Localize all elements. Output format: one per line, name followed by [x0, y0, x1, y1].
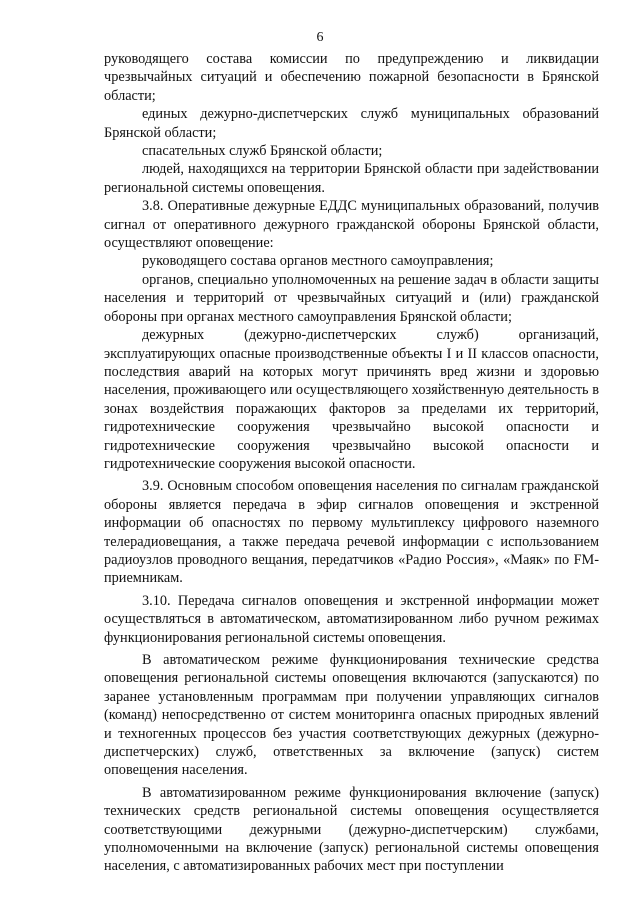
paragraph: 3.9. Основным способом оповещения населения по сигналам гражданской обороны является передача в эфир сигналов оповещения и экстренной информации об опасностях по первому мультиплексу цифрового наземного телерадиовещания, а также передача речевой информации с использованием радиоузлов проводного вещания, передатчиков «Радио Россия», «Маяк» по FM-приемникам.	[104, 478, 599, 587]
paragraph: органов, специально уполномоченных на решение задач в области защиты населения и территорий от чрезвычайных ситуаций и (или) гражданской обороны при органах местного самоуправления Брянской области;	[104, 271, 599, 325]
paragraph: 3.8. Оперативные дежурные ЕДДС муниципальных образований, получив сигнал от оперативного дежурного гражданской обороны Брянской области, осуществляют оповещение:	[104, 198, 599, 252]
paragraph: руководящего состава органов местного самоуправления;	[142, 253, 494, 270]
paragraph: спасательных служб Брянской области;	[142, 143, 383, 160]
paragraph: В автоматическом режиме функционирования технические средства оповещения региональной системы оповещения включаются (запускаются) по заранее установленным программам при получении управляющих сигналов (команд) непосредственно от систем мониторинга опасных природных явлений и техногенных процессов без участия соответствующих дежурных (дежурно-диспетчерских) служб, ответственных за включение (запуск) систем оповещения населения.	[104, 652, 599, 779]
paragraph: дежурных (дежурно-диспетчерских служб) организаций, эксплуатирующих опасные производственные объекты I и II классов опасности, последствия аварий на которых могут причинять вред жизни и здоровью населения, проживающего или осуществляющего хозяйственную деятельность в зонах воздействия поражающих факторов за пределами их территорий, гидротехнические сооружения чрезвычайно высокой опасности и гидротехнические сооружения чрезвычайно высокой опасности и гидротехнические сооружения высокой опасности.	[104, 327, 599, 472]
paragraph: людей, находящихся на территории Брянской области при задействовании региональной системы оповещения.	[104, 161, 599, 196]
paragraph: единых дежурно-диспетчерских служб муниципальных образований Брянской области;	[104, 106, 599, 141]
paragraph: руководящего состава комиссии по предупреждению и ликвидации чрезвычайных ситуаций и обеспечению пожарной безопасности в Брянской области;	[104, 51, 599, 104]
paragraph: 3.10. Передача сигналов оповещения и экстренной информации может осуществляться в автоматическом, автоматизированном либо ручном режимах функционирования региональной системы оповещения.	[104, 592, 599, 646]
document-body	[104, 50, 599, 876]
paragraph: В автоматизированном режиме функционирования включение (запуск) технических средств региональной системы оповещения осуществляется соответствующими дежурными (дежурно-диспетчерским) службами, уполномоченными на включение (запуск) региональной системы оповещения населения, с автоматизированных рабочих мест при поступлении	[104, 784, 599, 875]
page-number: 6	[316, 30, 324, 45]
